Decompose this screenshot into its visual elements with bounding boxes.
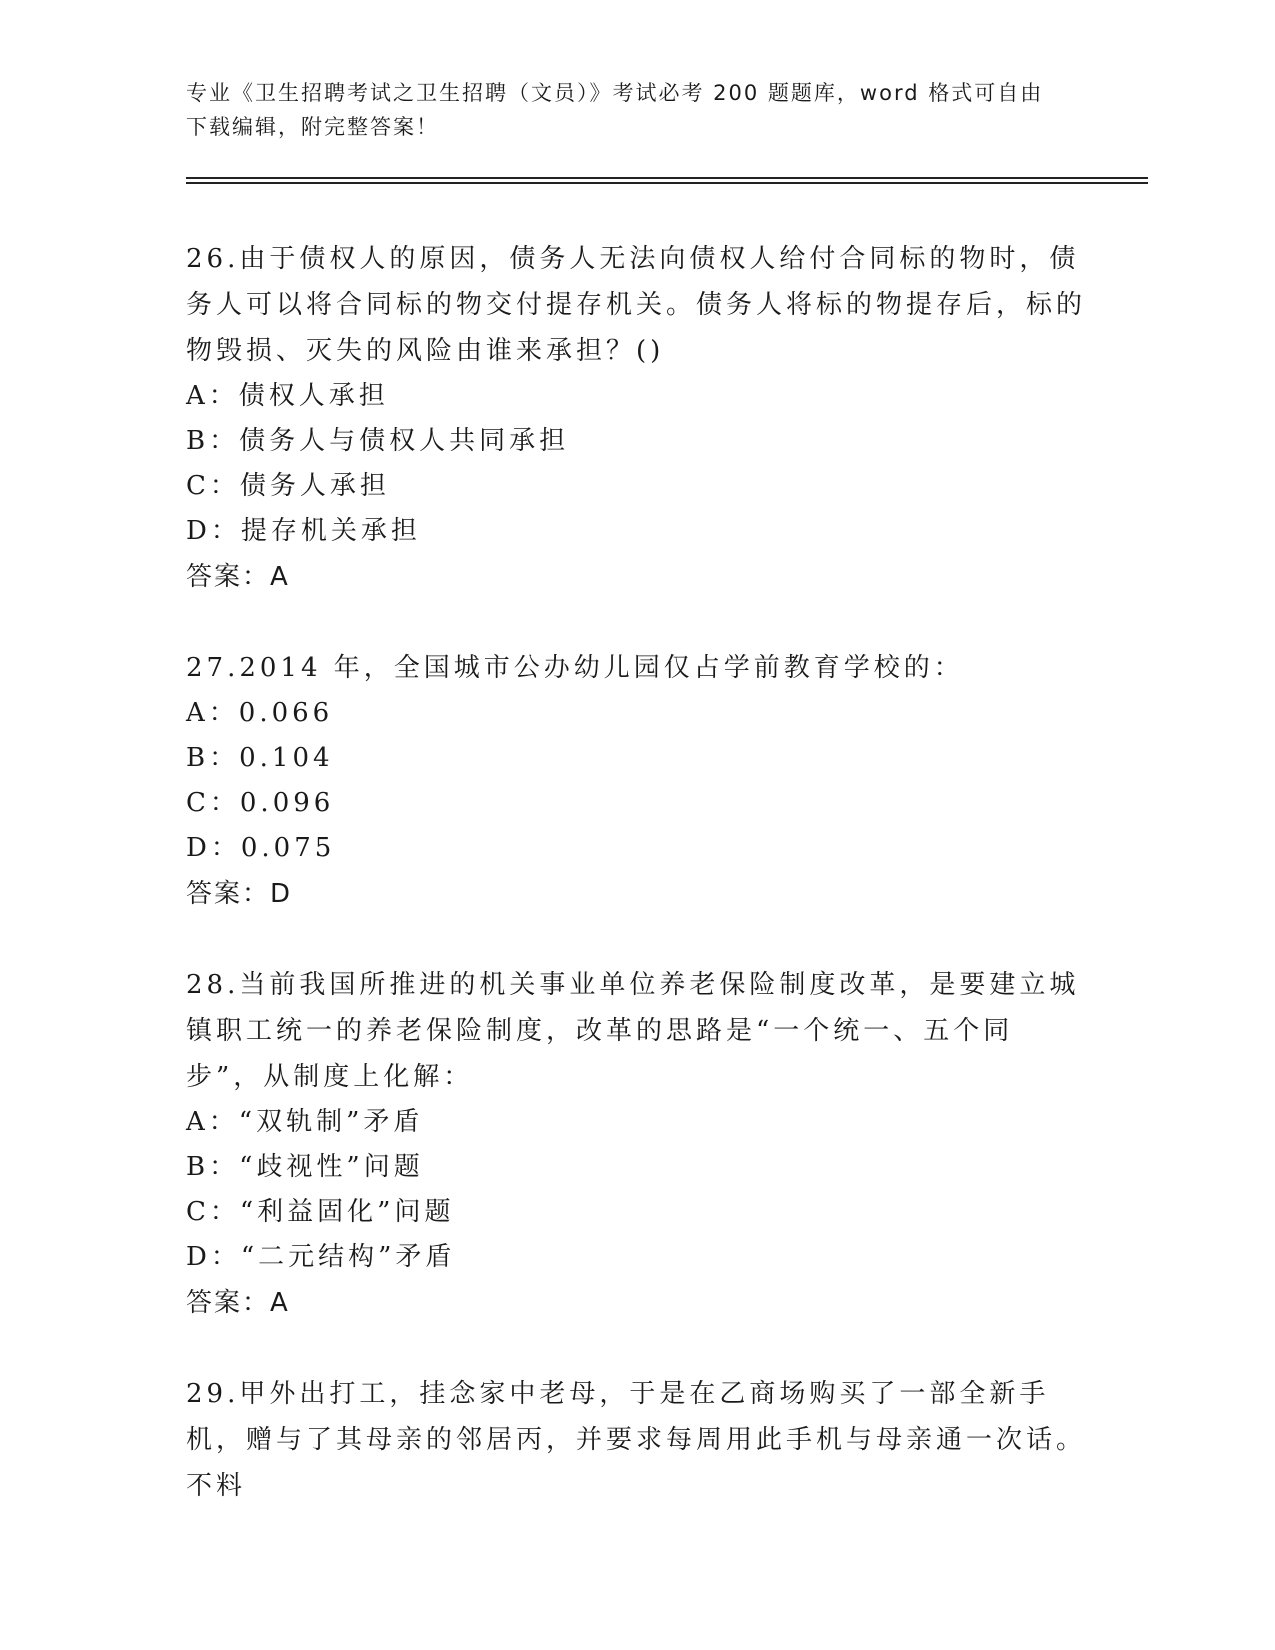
question-list <box>186 236 1086 1554</box>
option-a: A：“双轨制”矛盾 <box>186 1107 424 1137</box>
question-stem: 29.甲外出打工，挂念家中老母，于是在乙商场购买了一部全新手机，赠与了其母亲的邻居丙，并要求每周用此手机与母亲通一次话。不料 <box>186 1379 1087 1501</box>
option-a: A：债权人承担 <box>186 381 389 411</box>
header-divider-top <box>186 177 1148 179</box>
option-d: D：“二元结构”矛盾 <box>186 1242 456 1272</box>
question-stem: 26.由于债权人的原因，债务人无法向债权人给付合同标的物时，债务人可以将合同标的物交付提存机关。债务人将标的物提存后，标的物毁损、灭失的风险由谁来承担？() <box>186 244 1087 366</box>
question-27 <box>186 645 1086 917</box>
question-stem: 27.2014 年，全国城市公办幼儿园仅占学前教育学校的： <box>186 653 964 683</box>
answer: 答案：A <box>186 562 290 592</box>
option-c: C：债务人承担 <box>186 471 390 501</box>
page-header: 专业《卫生招聘考试之卫生招聘（文员）》考试必考 200 题题库，word 格式可自由下载编辑，附完整答案！ <box>186 81 1044 139</box>
option-d: D：提存机关承担 <box>186 516 421 546</box>
answer: 答案：A <box>186 1288 290 1318</box>
question-29 <box>186 1371 1086 1509</box>
option-a: A：0.066 <box>186 698 334 728</box>
option-b: B：债务人与债权人共同承担 <box>186 426 570 456</box>
header-divider-bottom <box>186 182 1148 184</box>
answer: 答案：D <box>186 879 293 909</box>
option-b: B：0.104 <box>186 743 334 773</box>
question-28 <box>186 962 1086 1326</box>
option-c: C：“利益固化”问题 <box>186 1197 455 1227</box>
option-c: C：0.096 <box>186 788 335 818</box>
option-d: D：0.075 <box>186 833 336 863</box>
question-stem: 28.当前我国所推进的机关事业单位养老保险制度改革，是要建立城镇职工统一的养老保险制度，改革的思路是“一个统一、五个同步”，从制度上化解： <box>186 970 1080 1092</box>
question-26 <box>186 236 1086 600</box>
option-b: B：“歧视性”问题 <box>186 1152 424 1182</box>
